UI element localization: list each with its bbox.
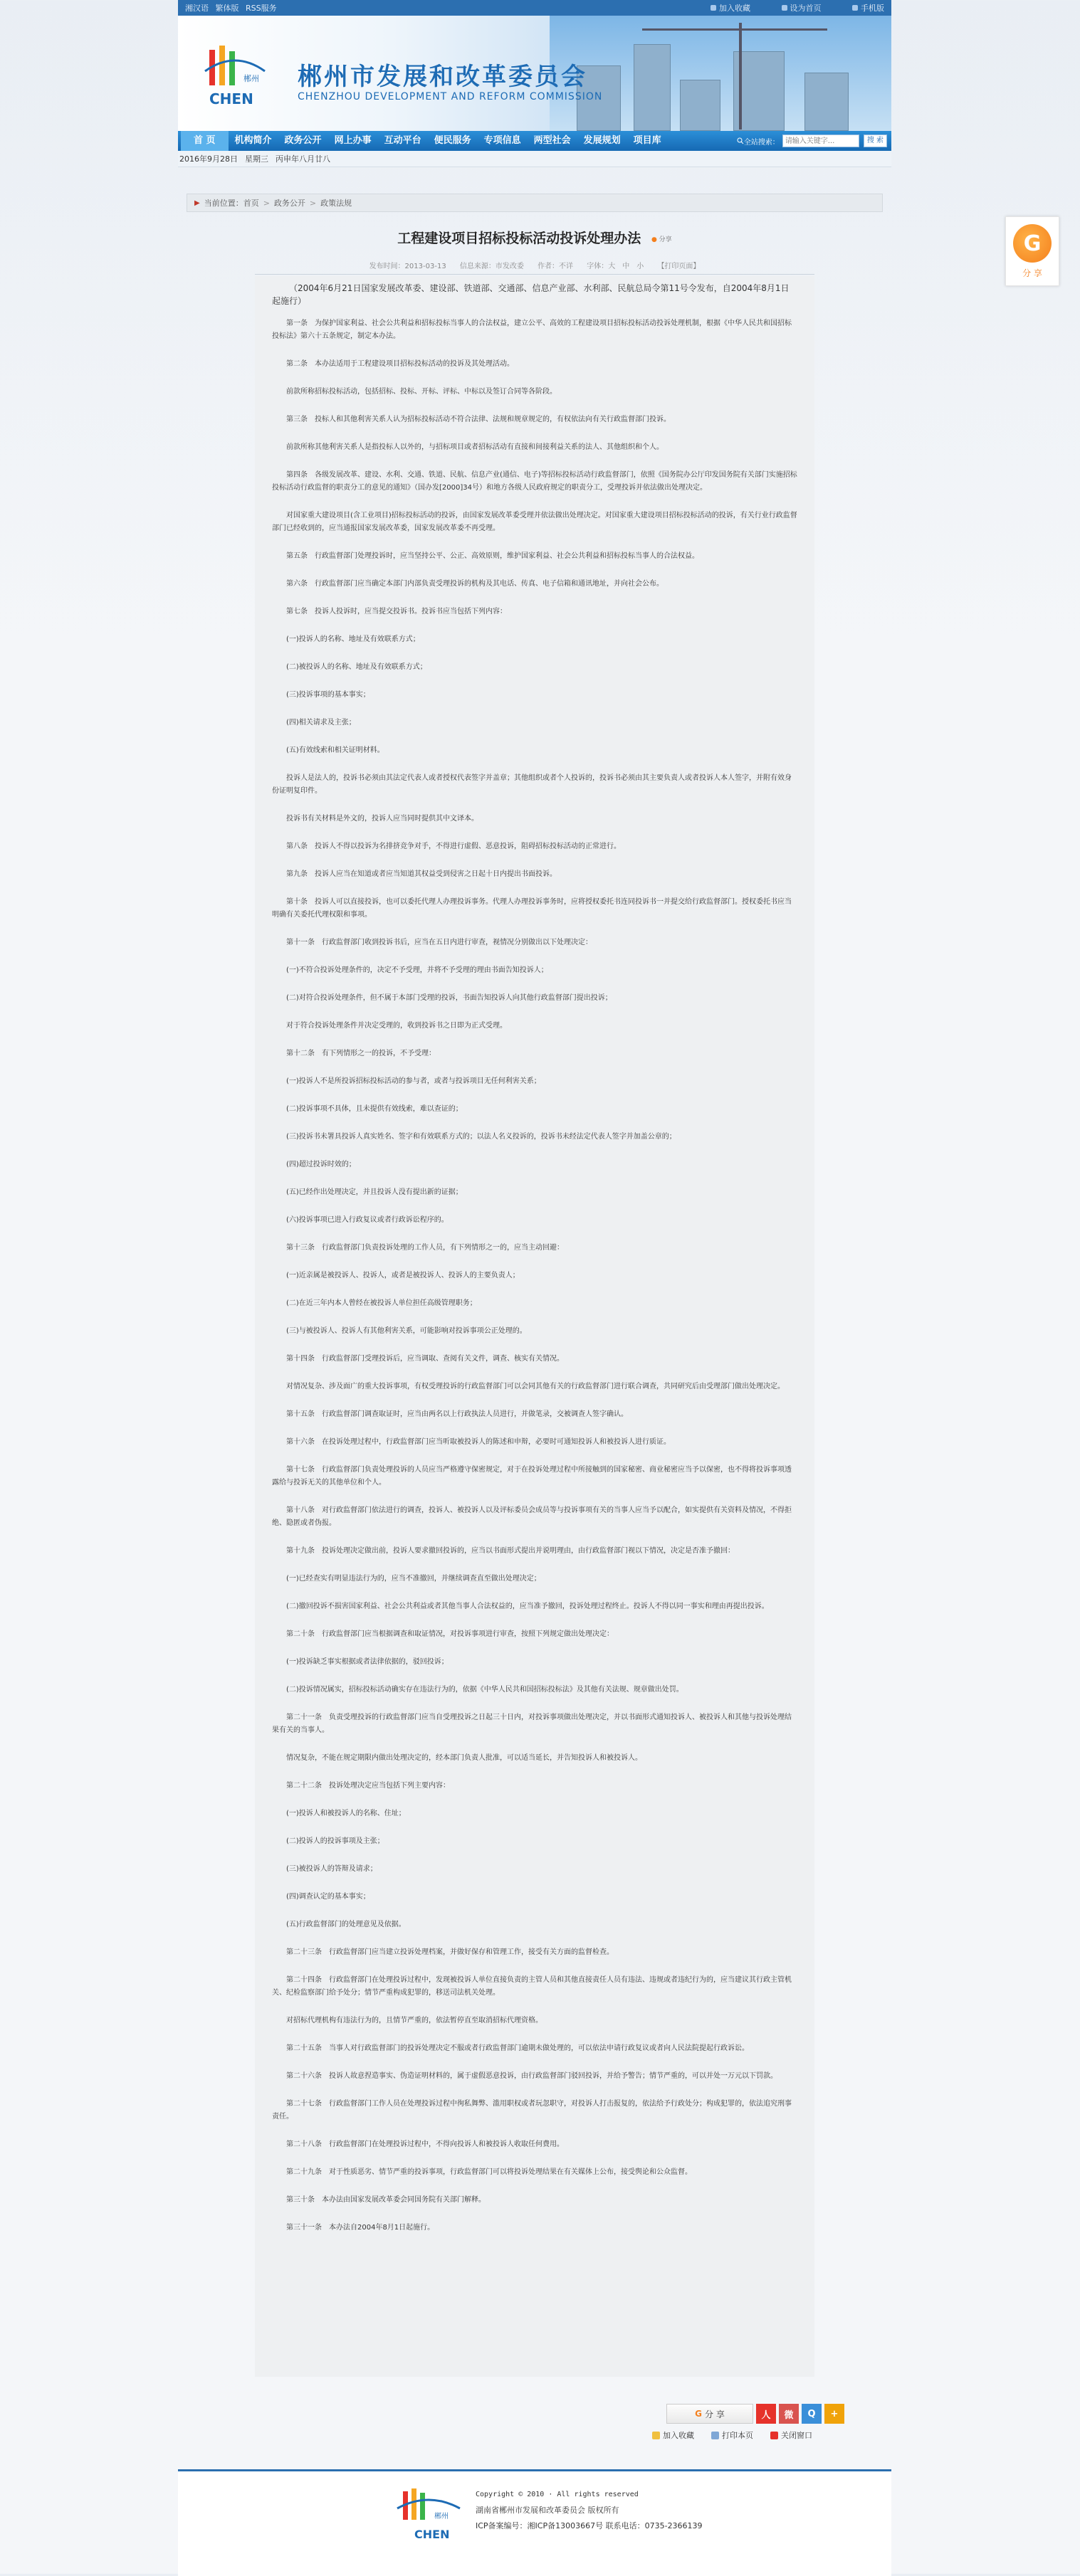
article-paragraph: 第十八条 对行政监督部门依法进行的调查，投诉人、被投诉人以及评标委员会成员等与投诉事项有关的当事人应当予以配合，如实提供有关资料及情况，不得拒绝、隐匿或者伪报。 [272, 1506, 792, 1527]
article-paragraph: 第八条 投诉人不得以投诉为名排挤竞争对手，不得进行虚假、恶意投诉，阻碍招标投标活动的正常进行。 [286, 843, 621, 850]
article-paragraph: 第十六条 在投诉处理过程中，行政监督部门应当听取被投诉人的陈述和申辩，必要时可通知投诉人和被投诉人进行质证。 [286, 1438, 671, 1446]
article-paragraph: 第二十三条 行政监督部门应当建立投诉处理档案，并做好保存和管理工作，接受有关方面的监督检查。 [286, 1948, 614, 1956]
article-paragraph: (二)被投诉人的名称、地址及有效联系方式； [286, 663, 427, 671]
article-paragraph: 第十九条 投诉处理决定做出前，投诉人要求撤回投诉的，应当以书面形式提出并说明理由，由行政监督部门视以下情况，决定是否准予撤回： [286, 1547, 735, 1555]
search-button[interactable]: 搜 索 [864, 134, 887, 147]
article-paragraph: 第二十四条 行政监督部门在处理投诉过程中，发现被投诉人单位直接负责的主管人员和其他直接责任人员有违法、违规或者违纪行为的，应当建议其行政主管机关、纪检监察部门给予处分；情节严重构成犯罪的，移送司法机关处理。 [272, 1976, 792, 1997]
article-paragraph: 第二十六条 投诉人故意捏造事实、伪造证明材料的，属于虚假恶意投诉，由行政监督部门驳回投诉，并给予警告；情节严重的，可以并处一万元以下罚款。 [286, 2072, 777, 2080]
article-paragraph: (一)投诉缺乏事实根据或者法律依据的，驳回投诉； [286, 1658, 449, 1666]
star-icon [652, 2432, 660, 2439]
footer-copyright: Copyright © 2010 · All rights reserved [476, 2491, 639, 2498]
article-paragraph: (二)投诉人的投诉事项及主张； [286, 1837, 384, 1845]
article-paragraph: 第六条 行政监督部门应当确定本部门内部负责受理投诉的机构及其电话、传真、电子信箱和通讯地址，并向社会公布。 [286, 580, 664, 588]
banner-building [634, 44, 671, 131]
article-paragraph: 第七条 投诉人投诉时，应当提交投诉书。投诉书应当包括下列内容： [286, 608, 507, 616]
breadcrumb-home[interactable]: 首页 [243, 199, 259, 208]
article-paragraph: (三)投诉书未署具投诉人真实姓名、签字和有效联系方式的；以法人名义投诉的，投诉书未经法定代表人签字并加盖公章的； [286, 1133, 676, 1141]
article-paragraph: (一)近亲属是被投诉人、投诉人，或者是被投诉人、投诉人的主要负责人； [286, 1272, 520, 1279]
topbar-link-simplified[interactable]: 湘汉语 [185, 4, 209, 13]
breadcrumb-separator: > [309, 198, 317, 208]
article-paragraph: (二)撤回投诉不损害国家利益、社会公共利益或者其他当事人合法权益的，应当准予撤回，投诉处理过程终止。投诉人不得以同一事实和理由再提出投诉。 [286, 1603, 769, 1610]
article-title: 工程建设项目招标投标活动投诉处理办法 [397, 231, 641, 246]
article-paragraph: (四)相关请求及主张； [286, 719, 356, 727]
search-label: 全站搜索： [737, 136, 780, 147]
article-paragraph: (四)超过投诉时效的； [286, 1161, 356, 1168]
article-paragraph: 对招标代理机构有违法行为的，且情节严重的，依法暂停直至取消招标代理资格。 [286, 2017, 542, 2025]
close-window-tool[interactable]: 关闭窗口 [770, 2429, 812, 2441]
article-paragraph: 第二条 本办法适用于工程建设项目招标投标活动的投诉及其处理活动。 [286, 360, 514, 368]
breadcrumb-label: 当前位置： [204, 199, 243, 208]
article-paragraph: 第二十九条 对于性质恶劣、情节严重的投诉事项，行政监督部门可以将投诉处理结果在有关媒体上公布，接受舆论和公众监督。 [286, 2168, 692, 2176]
article-paragraph: (六)投诉事项已进入行政复议或者行政诉讼程序的。 [286, 1216, 449, 1224]
article-paragraph: 第四条 各级发展改革、建设、水利、交通、铁道、民航、信息产业(通信、电子)等招标投标活动行政监督部门，依照《国务院办公厅印发国务院有关部门实施招标投标活动行政监督的职责分工的意见的通知》（国办发[2000]34号）和地方各级人民政府规定的职责分工，受理投诉并依法做出处理决定。 [272, 471, 797, 492]
breadcrumb-policy[interactable]: 政策法规 [320, 199, 352, 208]
article-paragraph: (三)被投诉人的答辩及请求； [286, 1865, 377, 1873]
add-favorite-tool[interactable]: 加入收藏 [652, 2429, 694, 2441]
article-paragraph: (一)已经查实有明显违法行为的，应当不准撤回，并继续调查直至做出处理决定； [286, 1575, 541, 1583]
article-paragraph: (二)对符合投诉处理条件，但不属于本部门受理的投诉，书面告知投诉人向其他行政监督部门提出投诉； [286, 994, 612, 1002]
site-banner [178, 16, 891, 131]
article-paragraph: (二)投诉情况属实，招标投标活动确实存在违法行为的，依据《中华人民共和国招标投标法》及其他有关法规、规章做出处罚。 [286, 1686, 683, 1694]
date-bar [178, 151, 891, 167]
search-input[interactable] [782, 134, 859, 147]
article-paragraph: 第一条 为保护国家利益、社会公共利益和招标投标当事人的合法权益，建立公平、高效的工程建设项目招标投标活动投诉处理机制，根据《中华人民共和国招标投标法》第六十五条规定，制定本办法。 [272, 320, 792, 340]
article-paragraph: (三)投诉事项的基本事实； [286, 691, 370, 699]
article-paragraph: 情况复杂，不能在规定期限内做出处理决定的，经本部门负责人批准，可以适当延长，并告知投诉人和被投诉人。 [286, 1754, 642, 1762]
article-paragraph: 对情况复杂、涉及面广的重大投诉事项，有权受理投诉的行政监督部门可以会同其他有关的行政监督部门进行联合调查，共同研究后由受理部门做出处理决定。 [286, 1383, 785, 1390]
article-paragraph: (三)与被投诉人、投诉人有其他利害关系，可能影响对投诉事项公正处理的。 [286, 1327, 527, 1335]
site-subtitle: CHENZHOU DEVELOPMENT AND REFORM COMMISSION [298, 91, 603, 102]
breadcrumb-gov-info[interactable]: 政务公开 [273, 199, 305, 208]
nav-item-gov-info[interactable]: 政务公开 [284, 135, 322, 146]
home-icon [782, 5, 787, 11]
article-body [255, 276, 814, 2377]
article-paragraph: 第二十条 行政监督部门应当根据调查和取证情况，对投诉事项进行审查，按照下列规定做出处理决定： [286, 1630, 614, 1638]
page-tools [652, 2429, 829, 2441]
footer-logo-text: CHEN [414, 2528, 450, 2541]
nav-item-about[interactable]: 机构简介 [234, 135, 272, 146]
nav-item-two-type-society[interactable]: 两型社会 [533, 135, 571, 146]
article-paragraph: 第十二条 有下列情形之一的投诉，不予受理： [286, 1050, 436, 1057]
article-paragraph: 第二十八条 行政监督部门在处理投诉过程中，不得向投诉人和被投诉人收取任何费用。 [286, 2140, 564, 2148]
info-source: 信息来源：市发改委 [459, 263, 524, 270]
nav-item-special-info[interactable]: 专项信息 [483, 135, 521, 146]
footer-text [476, 2487, 703, 2534]
topbar-link-rss[interactable]: RSS服务 [246, 4, 277, 13]
article-paragraph: (五)有效线索和相关证明材料。 [286, 746, 384, 754]
footer [178, 2469, 891, 2576]
banner-building [680, 80, 720, 131]
crane-arm [642, 28, 827, 31]
article-paragraph: (一)投诉人和被投诉人的名称、住址； [286, 1810, 406, 1817]
star-icon [711, 5, 716, 11]
article-paragraph: 第十五条 行政监督部门调查取证时，应当由两名以上行政执法人员进行，并做笔录，交被调查人签字确认。 [286, 1410, 628, 1418]
nav-item-projects[interactable]: 项目库 [633, 135, 661, 146]
article-paragraph: 第九条 投诉人应当在知道或者应当知道其权益受到侵害之日起十日内提出书面投诉。 [286, 870, 557, 878]
print-tool[interactable]: 打印本页 [711, 2429, 753, 2441]
share-bar [666, 2404, 844, 2424]
current-date: 2016年9月28日 [179, 154, 238, 164]
nav-item-home[interactable]: 首 页 [181, 131, 229, 151]
article-paragraph: 对于符合投诉处理条件并决定受理的，收到投诉书之日即为正式受理。 [286, 1022, 507, 1030]
lunar-date: 丙申年八月廿八 [276, 154, 330, 164]
page-wrapper [178, 0, 891, 2232]
article-intro: （2004年6月21日国家发展改革委、建设部、铁道部、交通部、信息产业部、水利部、民航总局令第11号令发布，自2004年8月1日起施行） [272, 283, 790, 306]
share-mini-button[interactable]: ● 分享 [651, 236, 672, 243]
article-paragraph: 第二十五条 当事人对行政监督部门的投诉处理决定不服或者行政监督部门逾期未做处理的，可以依法申请行政复议或者向人民法院提起行政诉讼。 [286, 2044, 749, 2052]
article-paragraph: (二)投诉事项不具体，且未提供有效线索，难以查证的； [286, 1105, 463, 1113]
font-size-switch[interactable]: 字体：大 中 小 [587, 263, 644, 270]
publish-time: 发布时间：2013-03-13 [369, 263, 446, 270]
article-paragraph: 对国家重大建设项目(含工业项目)招标投标活动的投诉，由国家发展改革委受理并依法做出处理决定。对国家重大建设项目招标投标活动的投诉，有关行业行政监督部门已经收到的，应当通报国家发展改革委，国家发展改革委不再受理。 [272, 512, 797, 532]
article-paragraph: (五)已经作出处理决定，并且投诉人没有提出新的证据； [286, 1188, 463, 1196]
close-icon [770, 2432, 778, 2439]
top-utility-bar [178, 0, 891, 16]
current-weekday: 星期三 [245, 154, 268, 164]
footer-icp: ICP备案编号：湘ICP备13003667号 联系电话：0735-2366139 [476, 2521, 703, 2530]
logo-cn-text: 郴州 [243, 74, 259, 83]
article-paragraph: 前款所称招标投标活动，包括招标、投标、开标、评标、中标以及签订合同等各阶段。 [286, 388, 557, 396]
article-paragraph: 第三十一条 本办法自2004年8月1日起施行。 [286, 2224, 435, 2232]
mobile-icon [852, 5, 858, 11]
city-logo-icon[interactable] [199, 43, 271, 114]
article-paragraph: 第十七条 行政监督部门负责处理投诉的人员应当严格遵守保密规定，对于在投诉处理过程中所接触到的国家秘密、商业秘密应当予以保密，也不得将投诉事项透露给与投诉无关的其他单位和个人。 [272, 1466, 792, 1487]
floating-share-widget[interactable] [1005, 216, 1059, 286]
article-paragraph: 第五条 行政监督部门处理投诉时，应当坚持公平、公正、高效原则，维护国家利益、社会公共利益和招标投标当事人的合法权益。 [286, 552, 699, 560]
main-nav [178, 131, 891, 151]
article-paragraph: 第二十七条 行政监督部门工作人员在处理投诉过程中徇私舞弊、滥用职权或者玩忽职守，对投诉人打击报复的，依法给予行政处分；构成犯罪的，依法追究刑事责任。 [272, 2100, 792, 2121]
breadcrumb-separator: > [263, 198, 270, 208]
article-paragraph: 第十四条 行政监督部门受理投诉后，应当调取、查阅有关文件，调查、核实有关情况。 [286, 1355, 564, 1363]
article-paragraph: 投诉人是法人的，投诉书必须由其法定代表人或者授权代表签字并盖章；其他组织或者个人投诉的，投诉书必须由其主要负责人或者投诉人本人签字，并附有效身份证明复印件。 [272, 774, 792, 795]
article-paragraph: 第十条 投诉人可以直接投诉，也可以委托代理人办理投诉事务。代理人办理投诉事务时，应将授权委托书连同投诉书一并提交给行政监督部门。授权委托书应当明确有关委托代理权限和事项。 [272, 898, 792, 919]
printer-icon [711, 2432, 719, 2439]
crane-tower [739, 23, 742, 130]
qzone-icon[interactable]: Q [802, 2404, 822, 2424]
article-paragraph: (四)调查认定的基本事实； [286, 1893, 370, 1901]
breadcrumb-arrow-icon: ▶ [194, 199, 200, 207]
more-share-icon[interactable]: + [824, 2404, 844, 2424]
logo-text: CHEN [209, 90, 253, 107]
article-paragraph: (一)投诉人的名称、地址及有效联系方式； [286, 635, 420, 643]
footer-logo-icon [393, 2487, 464, 2544]
floating-share-label: 分 享 [1022, 268, 1042, 278]
article-paragraph: (一)投诉人不是所投诉招标投标活动的参与者，或者与投诉项目无任何利害关系； [286, 1077, 541, 1085]
share-logo-icon: G [695, 2409, 703, 2419]
article [255, 221, 814, 2377]
article-title-row [255, 228, 814, 247]
article-paragraph: 第三十条 本办法由国家发展改革委会同国务院有关部门解释。 [286, 2196, 486, 2204]
article-meta [255, 260, 814, 275]
add-favorite-link[interactable]: 加入收藏 [711, 2, 750, 14]
article-paragraph: 第十三条 行政监督部门负责投诉处理的工作人员，有下列情形之一的，应当主动回避： [286, 1244, 564, 1252]
article-paragraph: (二)在近三年内本人曾经在被投诉人单位担任高级管理职务； [286, 1299, 477, 1307]
nav-item-public-service[interactable]: 便民服务 [434, 135, 471, 146]
breadcrumb [187, 194, 883, 212]
banner-building [804, 73, 849, 131]
weibo-icon[interactable]: 微 [779, 2404, 799, 2424]
share-button[interactable]: G 分 享 [666, 2404, 753, 2424]
article-paragraph: 前款所称其他利害关系人是指投标人以外的，与招标项目或者招标活动有直接和间接利益关系的法人、其他组织和个人。 [286, 443, 664, 451]
article-paragraph: (一)不符合投诉处理条件的，决定不予受理，并将不予受理的理由书面告知投诉人； [286, 966, 548, 974]
site-title: 郴州市发展和改革委员会 [298, 63, 587, 91]
footer-org: 湖南省郴州市发展和改革委员会 版权所有 [476, 2506, 619, 2515]
set-homepage-link[interactable]: 设为首页 [782, 2, 822, 14]
renren-icon[interactable]: 人 [756, 2404, 776, 2424]
share-icon: G [1013, 224, 1052, 263]
article-paragraph: 第三条 投标人和其他利害关系人认为招标投标活动不符合法律、法规和规章规定的，有权依法向有关行政监督部门投诉。 [286, 416, 671, 423]
article-paragraph: (五)行政监督部门的处理意见及依据。 [286, 1921, 406, 1928]
site-search [737, 134, 891, 147]
article-paragraph: 第十一条 行政监督部门收到投诉书后，应当在五日内进行审查，视情况分别做出以下处理决定： [286, 939, 592, 946]
mobile-version-link[interactable]: 手机版 [852, 2, 884, 14]
article-paragraph: 第二十一条 负责受理投诉的行政监督部门应当自受理投诉之日起三十日内，对投诉事项做出处理决定，并以书面形式通知投诉人、被投诉人和其他与投诉处理结果有关的当事人。 [272, 1714, 792, 1734]
print-page-link[interactable]: 【打印页面】 [657, 263, 701, 270]
search-icon [737, 137, 744, 144]
article-paragraph: 第二十二条 投诉处理决定应当包括下列主要内容： [286, 1782, 450, 1790]
author: 作者：不详 [538, 263, 574, 270]
nav-item-online-service[interactable]: 网上办事 [334, 135, 372, 146]
nav-item-planning[interactable]: 发展规划 [583, 135, 621, 146]
share-mini-icon: ● [651, 236, 657, 243]
article-paragraph: 投诉书有关材料是外文的，投诉人应当同时提供其中文译本。 [286, 815, 478, 823]
topbar-link-traditional[interactable]: 繁体版 [215, 4, 239, 13]
footer-logo-cn: 郴州 [434, 2513, 449, 2520]
nav-item-interaction[interactable]: 互动平台 [384, 135, 421, 146]
